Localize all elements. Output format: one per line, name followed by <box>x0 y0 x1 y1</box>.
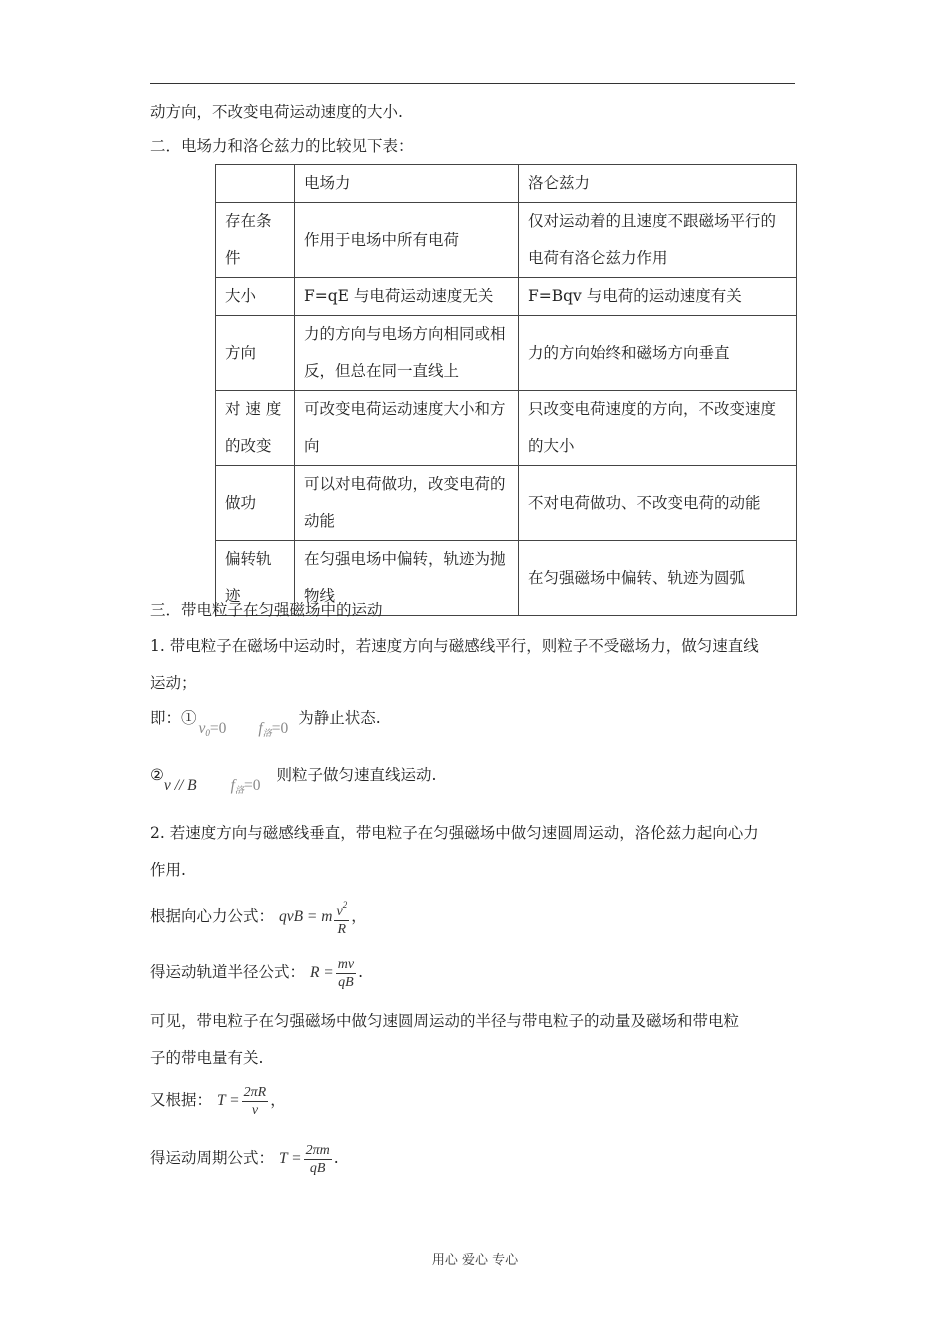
row-label: 方向 <box>216 316 295 391</box>
p3-line1: 可见，带电粒子在匀强磁场中做匀速圆周运动的半径与带电粒子的动量及磁场和带电粒 <box>150 1012 740 1030</box>
electric-cell: 可改变电荷运动速度大小和方向 <box>295 391 519 466</box>
p3-line2: 子的带电量有关. <box>150 1049 264 1067</box>
table-row <box>216 466 797 541</box>
formula-label: 得运动轨道半径公式： <box>150 963 306 981</box>
lorentz-cell: 不对电荷做功、不改变电荷的动能 <box>519 466 797 541</box>
row-label: 对 速 度的改变 <box>216 391 295 466</box>
electric-cell: 可以对电荷做功，改变电荷的动能 <box>295 466 519 541</box>
lorentz-cell: 力的方向始终和磁场方向垂直 <box>519 316 797 391</box>
fraction: $\frac{2\pi R}{v}$ <box>243 1084 267 1118</box>
case1-f: $f_洛=0$ <box>258 720 289 738</box>
electric-cell: F=qE 与电荷运动速度无关 <box>295 278 519 316</box>
case1-line <box>150 708 381 738</box>
table-header-row <box>216 165 797 203</box>
electric-cell: 力的方向与电场方向相同或相反，但总在同一直线上 <box>295 316 519 391</box>
case1-prefix: 即：① <box>150 709 197 727</box>
row-label: 大小 <box>216 278 295 316</box>
formula-period: 得运动周期公式： T = $\frac{2\pi m}{qB}$ . <box>150 1142 339 1176</box>
p1-line2: 运动； <box>150 674 197 692</box>
row-label: 存在条件 <box>216 203 295 278</box>
lorentz-cell: 仅对运动着的且速度不跟磁场平行的电荷有洛仑兹力作用 <box>519 203 797 278</box>
p1-line1: 1. 带电粒子在磁场中运动时，若速度方向与磁感线平行，则粒子不受磁场力，做匀速直线 <box>150 637 759 655</box>
formula-label: 根据向心力公式： <box>150 907 275 925</box>
formula-centripetal: 根据向心力公式： qvB = m $\frac{v^2}{R}$ ， <box>150 896 367 938</box>
case2-suffix: 则粒子做匀速直线运动. <box>276 766 437 784</box>
p2-line2: 作用. <box>150 861 186 879</box>
case1-suffix: 为静止状态. <box>298 709 381 727</box>
table-row <box>216 203 797 278</box>
case1-v0: $v_0=0$ <box>198 720 227 738</box>
fraction: $\frac{2\pi m}{qB}$ <box>305 1142 330 1176</box>
row-label: 做功 <box>216 466 295 541</box>
case2-cond: v // B <box>163 777 197 794</box>
lorentz-cell: F=Bqv 与电荷的运动速度有关 <box>519 278 797 316</box>
table-row <box>216 391 797 466</box>
electric-cell: 作用于电场中所有电荷 <box>295 203 519 278</box>
p2-line1: 2. 若速度方向与磁感线垂直，带电粒子在匀强磁场中做匀速圆周运动，洛伦兹力起向心力 <box>150 824 759 842</box>
lorentz-cell: 在匀强磁场中偏转、轨迹为圆弧 <box>519 541 797 616</box>
header-cell-empty <box>216 165 295 203</box>
formula-period-base: 又根据： T = $\frac{2\pi R}{v}$ ， <box>150 1084 286 1118</box>
comparison-table <box>215 164 797 616</box>
header-rule <box>150 83 795 84</box>
formula-radius: 得运动轨道半径公式： R = $\frac{mv}{qB}$ . <box>150 956 364 990</box>
header-cell-electric: 电场力 <box>295 165 519 203</box>
table-row <box>216 316 797 391</box>
case2-line <box>150 765 437 795</box>
case2-prefix: ② <box>150 766 164 784</box>
table-row <box>216 278 797 316</box>
formula-lhs: qvB = m <box>278 908 333 925</box>
fraction: $\frac{v^2}{R}$ <box>334 897 349 938</box>
formula-lhs: T = <box>278 1150 302 1167</box>
formula-label: 又根据： <box>150 1091 213 1109</box>
case2-f: $f_洛=0$ <box>230 777 261 795</box>
lorentz-cell: 只改变电荷速度的方向，不改变速度的大小 <box>519 391 797 466</box>
section2-title: 二．电场力和洛仑兹力的比较见下表： <box>150 137 414 155</box>
fraction: $\frac{mv}{qB}$ <box>337 956 355 990</box>
formula-lhs: R = <box>309 964 334 981</box>
section3-title: 三．带电粒子在匀强磁场中的运动 <box>150 601 383 619</box>
formula-lhs: T = <box>216 1092 240 1109</box>
page-footer: 用心 爱心 专心 <box>431 1253 519 1268</box>
electric-cell: 在匀强电场中偏转，轨迹为抛物线 <box>295 541 519 616</box>
row-label: 偏转轨迹 <box>216 541 295 616</box>
header-cell-lorentz: 洛仑兹力 <box>519 165 797 203</box>
formula-label: 得运动周期公式： <box>150 1149 275 1167</box>
intro-tail: 动方向，不改变电荷运动速度的大小. <box>150 103 403 121</box>
